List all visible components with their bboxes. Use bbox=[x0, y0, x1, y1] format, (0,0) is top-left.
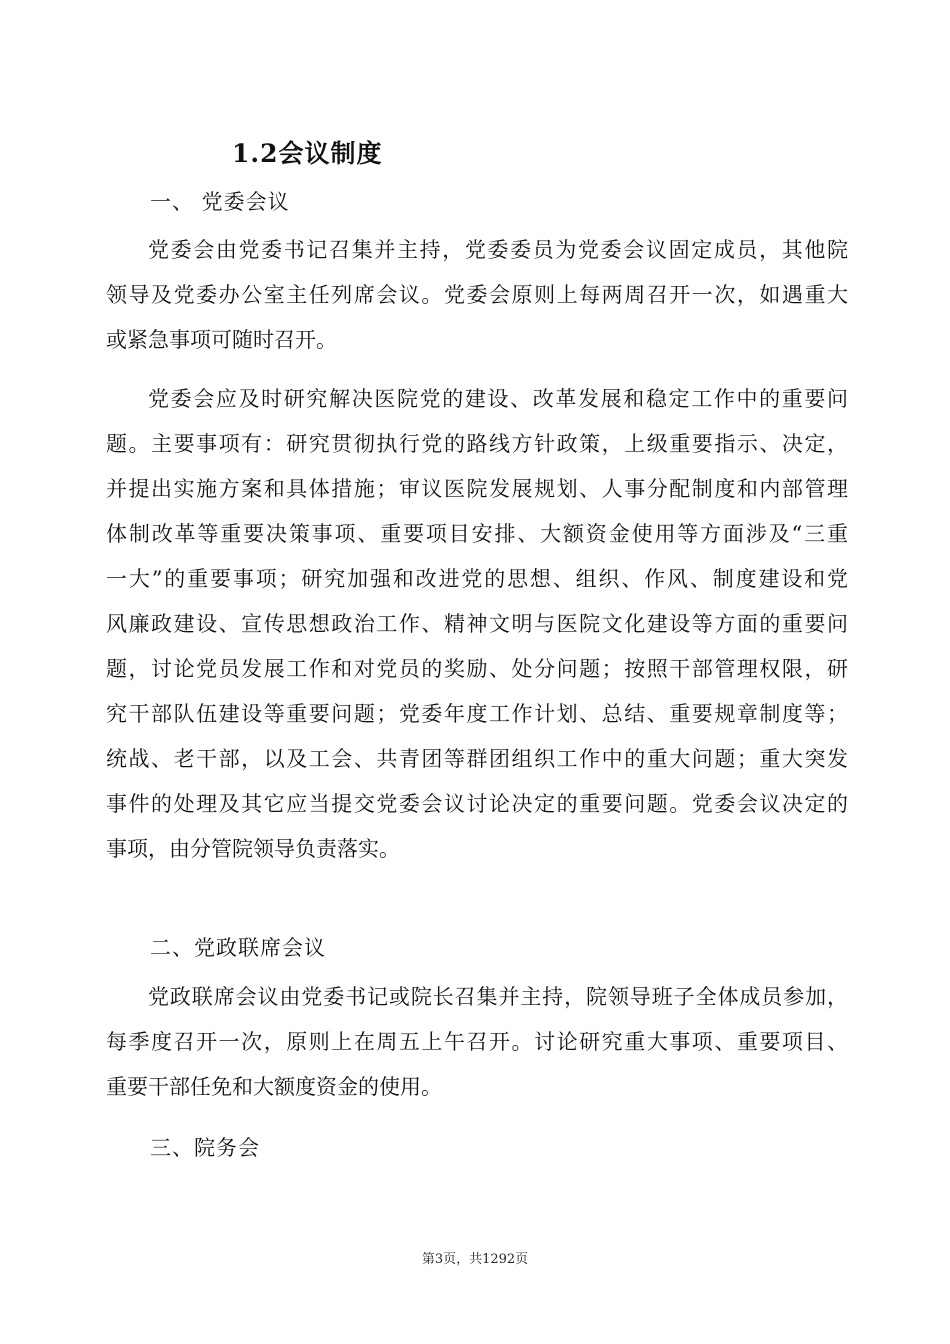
paragraph-line: 党委会由党委书记召集并主持，党委委员为党委会议固定成员，其他院 bbox=[148, 238, 848, 262]
paragraph-line: 事项，由分管院领导负责落实。 bbox=[106, 837, 400, 861]
paragraph-line: 统战、老干部，以及工会、共青团等群团组织工作中的重大问题；重大突发 bbox=[106, 747, 848, 771]
paragraph-1 bbox=[106, 228, 848, 363]
paragraph-line: 党委会应及时研究解决医院党的建设、改革发展和稳定工作中的重要问 bbox=[148, 387, 848, 411]
paragraph-line: 党政联席会议由党委书记或院长召集并主持，院领导班子全体成员参加， bbox=[148, 985, 848, 1009]
page-title: 1.2会议制度 bbox=[232, 139, 383, 168]
paragraph-line: 题，讨论党员发展工作和对党员的奖励、处分问题；按照干部管理权限，研 bbox=[106, 657, 848, 681]
paragraph-3 bbox=[106, 975, 848, 1110]
paragraph-line: 重要干部任免和大额度资金的使用。 bbox=[106, 1075, 442, 1099]
paragraph-line: 领导及党委办公室主任列席会议。党委会原则上每两周召开一次，如遇重大 bbox=[106, 283, 848, 307]
paragraph-line: 风廉政建设、宣传思想政治工作、精神文明与医院文化建设等方面的重要问 bbox=[106, 612, 848, 636]
section-heading-1: 一、 党委会议 bbox=[150, 190, 290, 214]
paragraph-line: 或紧急事项可随时召开。 bbox=[106, 328, 337, 352]
paragraph-line: 题。主要事项有：研究贯彻执行党的路线方针政策，上级重要指示、决定， bbox=[106, 432, 848, 456]
section-heading-2: 二、党政联席会议 bbox=[150, 936, 326, 960]
paragraph-line: 究干部队伍建设等重要问题；党委年度工作计划、总结、重要规章制度等； bbox=[106, 702, 848, 726]
paragraph-line: 每季度召开一次，原则上在周五上午召开。讨论研究重大事项、重要项目、 bbox=[106, 1030, 848, 1054]
paragraph-line: 事件的处理及其它应当提交党委会议讨论决定的重要问题。党委会议决定的 bbox=[106, 792, 848, 816]
paragraph-line: 并提出实施方案和具体措施；审议医院发展规划、人事分配制度和内部管理 bbox=[106, 477, 848, 501]
paragraph-line: 一大”的重要事项；研究加强和改进党的思想、组织、作风、制度建设和党 bbox=[106, 567, 848, 591]
page-footer: 第3页，共1292页 bbox=[421, 1252, 529, 1267]
paragraph-line: 体制改革等重要决策事项、重要项目安排、大额资金使用等方面涉及“三重 bbox=[106, 522, 848, 546]
paragraph-2 bbox=[106, 377, 848, 872]
section-heading-3: 三、院务会 bbox=[150, 1136, 260, 1160]
